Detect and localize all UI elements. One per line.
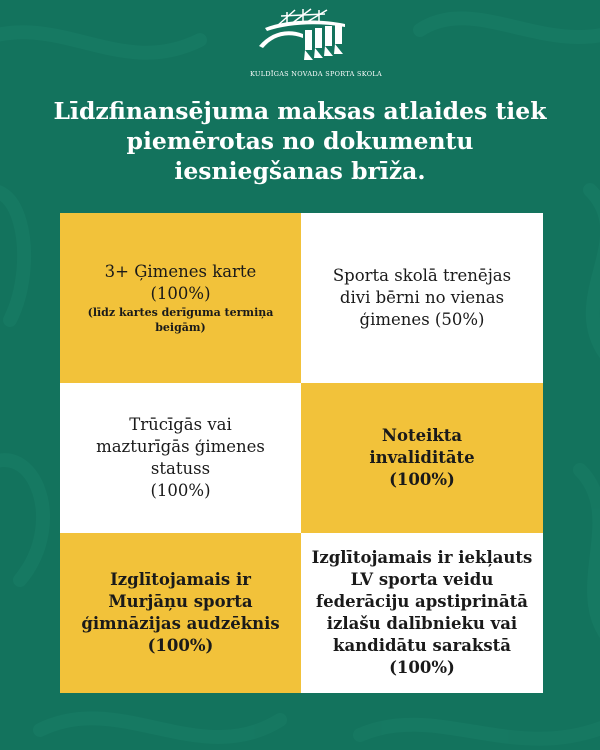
card-line: Trūcīgās vai [129,415,232,434]
card-line: kandidātu sarakstā [333,636,511,655]
card-line: Izglītojamais ir [110,570,251,589]
card-note: (līdz kartes derīguma termiņa [87,306,274,319]
card-line: federāciju apstiprinātā [316,592,528,611]
card-note: beigām) [155,321,206,334]
logo-text: KULDĪGAS NOVADA SPORTA SKOLA [250,70,382,78]
card-line: (100%) [150,284,211,303]
discount-card-national-team [301,533,543,693]
discount-card-low-income [60,383,301,533]
card-line: Murjāņu sporta [108,592,253,611]
headline-line: piemērotas no dokumentu [126,127,474,155]
card-line: ģimenes (50%) [359,310,485,329]
school-logo [250,6,382,86]
card-line: (100%) [150,481,211,500]
discount-card-two-children [301,213,543,383]
card-line: statuss [150,459,211,478]
card-line: (100%) [389,658,455,677]
card-line: izlašu dalībnieku vai [326,614,518,633]
headline-line: iesniegšanas brīža. [174,157,426,185]
card-line: (100%) [147,636,214,655]
discount-card-family-card [60,213,301,383]
card-line: Izglītojamais ir iekļauts [311,548,533,567]
card-line: LV sporta veidu [350,570,494,589]
card-line: (100%) [389,470,455,489]
card-line: Noteikta [381,426,463,445]
headline-line: Līdzfinansējuma maksas atlaides tiek [53,97,547,125]
card-line: Sporta skolā trenējas [332,266,512,285]
card-line: ģimnāzijas audzēknis [81,614,280,633]
card-line: 3+ Ģimenes karte [104,262,257,281]
card-line: mazturīgās ģimenes [96,437,265,456]
discount-card-disability [301,383,543,533]
card-line: divi bērni no vienas [339,288,505,307]
card-line: invaliditāte [369,448,475,467]
page-headline [40,96,560,186]
discount-card-murjani-student [60,533,301,693]
bridge-logo-icon [257,6,353,64]
discount-grid [60,213,543,693]
